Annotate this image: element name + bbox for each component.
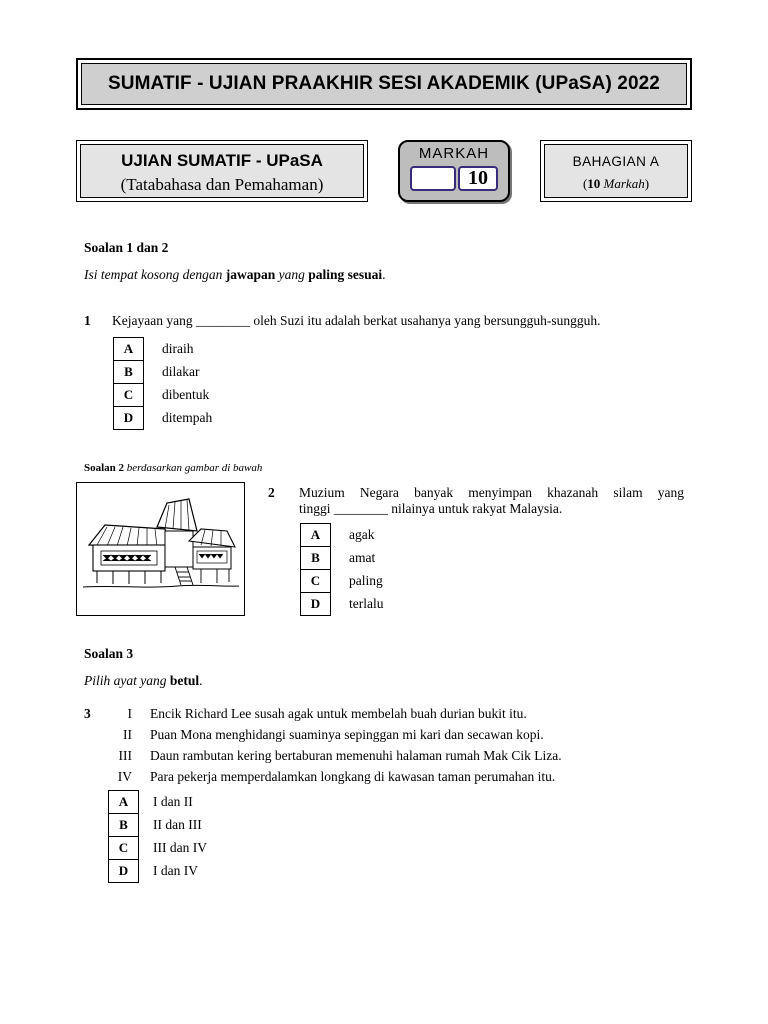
option-text: agak <box>349 527 375 542</box>
q1-option-c[interactable] <box>114 384 214 407</box>
marks-score-field[interactable] <box>410 166 456 191</box>
q3-statement <box>102 748 562 769</box>
option-text: I dan II <box>153 794 193 809</box>
q3-number: 3 <box>84 706 91 721</box>
q1-options <box>113 337 214 430</box>
q1-option-b[interactable] <box>114 361 214 384</box>
statement-text: Puan Mona menghidangi suaminya sepinggan mi kari dan secawan kopi. <box>150 727 544 742</box>
option-key: B <box>301 547 331 570</box>
option-key: D <box>109 860 139 883</box>
q1-option-a[interactable] <box>114 338 214 361</box>
option-text: dibentuk <box>162 387 210 402</box>
section1-heading: Soalan 1 dan 2 <box>84 240 169 255</box>
option-key: C <box>301 570 331 593</box>
test-type-subtitle: (Tatabahasa dan Pemahaman) <box>120 175 324 194</box>
q3-statement <box>102 769 562 790</box>
option-key: B <box>114 361 144 384</box>
section-marks: (10 Markah) <box>582 176 650 191</box>
q3-option-a[interactable] <box>109 791 209 814</box>
q3-options <box>108 790 209 883</box>
marks-total: 10 <box>458 166 498 191</box>
q3-statement <box>102 706 562 727</box>
q1-number: 1 <box>84 313 91 328</box>
option-text: I dan IV <box>153 863 198 878</box>
option-text: III dan IV <box>153 840 207 855</box>
option-key: D <box>301 593 331 616</box>
marks-badge <box>398 140 510 202</box>
statement-text: Daun rambutan kering bertaburan memenuhi halaman rumah Mak Cik Liza. <box>150 748 562 763</box>
q3-option-c[interactable] <box>109 837 209 860</box>
q2-options <box>300 523 385 616</box>
option-key: B <box>109 814 139 837</box>
test-type-box <box>76 140 368 202</box>
q2-caption: Soalan 2 berdasarkan gambar di bawah <box>84 462 263 474</box>
option-text: diraih <box>162 341 194 356</box>
section-title: BAHAGIAN A <box>572 154 660 169</box>
statement-text: Para pekerja memperdalamkan longkang di kawasan taman perumahan itu. <box>150 769 556 784</box>
exam-title: SUMATIF - UJIAN PRAAKHIR SESI AKADEMIK (UPaSA) 2022 <box>81 63 687 105</box>
section3-heading: Soalan 3 <box>84 646 134 661</box>
option-key: D <box>114 407 144 430</box>
q2-text-line1: Muzium Negara banyak menyimpan khazanah silam yang <box>299 485 684 500</box>
q2-option-a[interactable] <box>301 524 385 547</box>
option-text: amat <box>349 550 376 565</box>
option-text: dilakar <box>162 364 200 379</box>
q3-option-d[interactable] <box>109 860 209 883</box>
house-drawing-icon <box>77 483 244 615</box>
option-text: ditempah <box>162 410 213 425</box>
option-text: II dan III <box>153 817 202 832</box>
q1-text: Kejayaan yang ________ oleh Suzi itu adalah berkat usahanya yang bersungguh-sungguh. <box>112 313 601 328</box>
statement-text: Encik Richard Lee susah agak untuk membelah buah durian bukit itu. <box>150 706 527 721</box>
statement-numeral: II <box>123 727 132 742</box>
q1-option-d[interactable] <box>114 407 214 430</box>
q2-text-line2: tinggi ________ nilainya untuk rakyat Malaysia. <box>299 501 563 516</box>
q2-number: 2 <box>268 485 275 500</box>
test-type-title: UJIAN SUMATIF - UPaSA <box>121 151 323 170</box>
q3-statements <box>102 706 562 790</box>
section-box <box>540 140 692 202</box>
section3-instruction: Pilih ayat yang betul. <box>84 673 203 688</box>
option-key: A <box>301 524 331 547</box>
marks-label: MARKAH <box>418 145 490 162</box>
option-key: C <box>109 837 139 860</box>
q2-option-b[interactable] <box>301 547 385 570</box>
option-key: A <box>114 338 144 361</box>
option-key: A <box>109 791 139 814</box>
exam-title-banner <box>76 58 692 110</box>
option-text: paling <box>349 573 383 588</box>
museum-illustration <box>76 482 245 616</box>
section1-instruction: Isi tempat kosong dengan jawapan yang paling sesuai. <box>84 267 386 282</box>
option-text: terlalu <box>349 596 384 611</box>
statement-numeral: IV <box>117 769 132 784</box>
statement-numeral: III <box>118 748 132 763</box>
q2-option-c[interactable] <box>301 570 385 593</box>
q3-option-b[interactable] <box>109 814 209 837</box>
q3-statement <box>102 727 562 748</box>
option-key: C <box>114 384 144 407</box>
statement-numeral: I <box>127 706 132 721</box>
q2-option-d[interactable] <box>301 593 385 616</box>
